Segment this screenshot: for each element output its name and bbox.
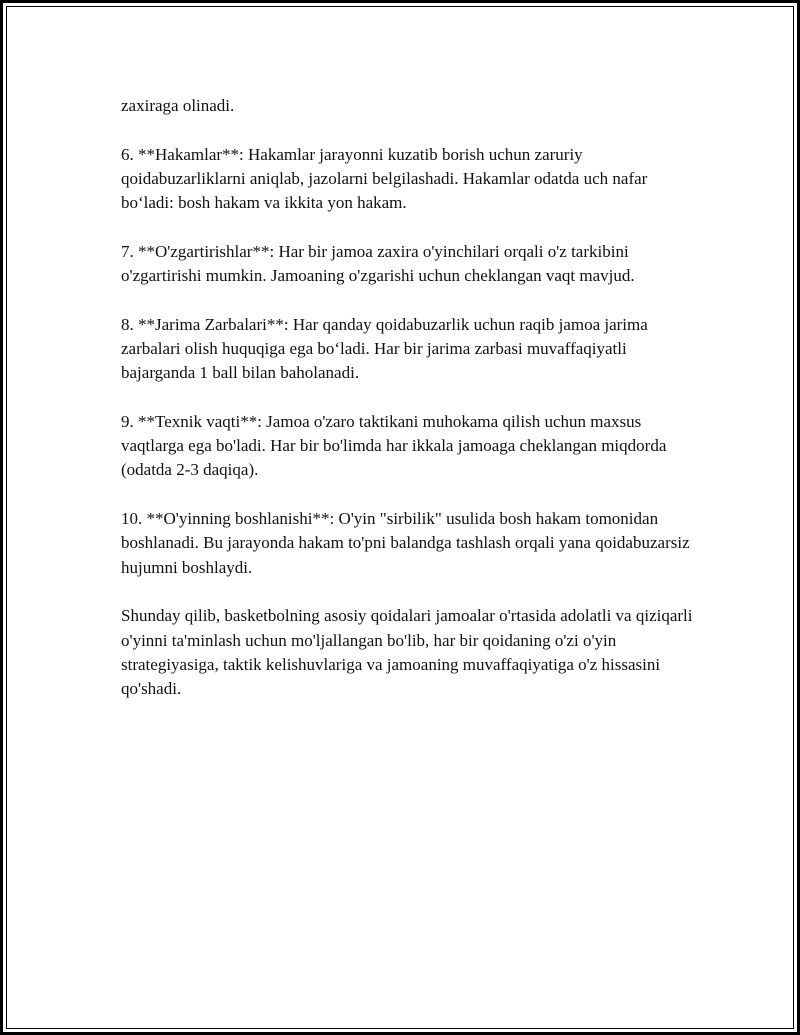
paragraph-game-start: 10. **O'yinning boshlanishi**: O'yin "sirbilik" usulida bosh hakam tomonidan boshlanadi. Bu jarayonda hakam to'pni balandga tashlash orqali yana qoidabuzarsiz hujumni boshlaydi. xyxy=(121,509,690,577)
document-body xyxy=(121,94,701,726)
paragraph-substitutions: 7. **O'zgartirishlar**: Har bir jamoa zaxira o'yinchilari orqali o'z tarkibini o'zgartirishi mumkin. Jamoaning o'zgarishi uchun cheklangan vaqt mavjud. xyxy=(121,241,635,286)
paragraph-conclusion: Shunday qilib, basketbolning asosiy qoidalari jamoalar o'rtasida adolatli va qiziqarli o'yinni ta'minlash uchun mo'ljallangan bo'lib, har bir qoidaning o'zi o'yin strategiyasiga, taktik kelishuvlariga va jamoaning muvaffaqiyatiga o'z hissasini qo'shadi. xyxy=(121,606,693,699)
paragraph-free-throws: 8. **Jarima Zarbalari**: Har qanday qoidabuzarlik uchun raqib jamoa jarima zarbalari olish huquqiga ega bo‘ladi. Har bir jarima zarbasi muvaffaqiyatli bajarganda 1 ball bilan baholanadi. xyxy=(121,314,648,383)
paragraph-referees: 6. **Hakamlar**: Hakamlar jarayonni kuzatib borish uchun zaruriy qoidabuzarliklarni aniqlab, jazolarni belgilashadi. Hakamlar odatda uch nafar bo‘ladi: bosh hakam va ikkita yon hakam. xyxy=(121,144,648,213)
paragraph-timeouts: 9. **Texnik vaqti**: Jamoa o'zaro taktikani muhokama qilish uchun maxsus vaqtlarga ega bo'ladi. Har bir bo'limda har ikkala jamoaga cheklangan miqdorda (odatda 2-3 daqiqa). xyxy=(121,411,667,480)
paragraph-continuation: zaxiraga olinadi. xyxy=(121,96,235,115)
